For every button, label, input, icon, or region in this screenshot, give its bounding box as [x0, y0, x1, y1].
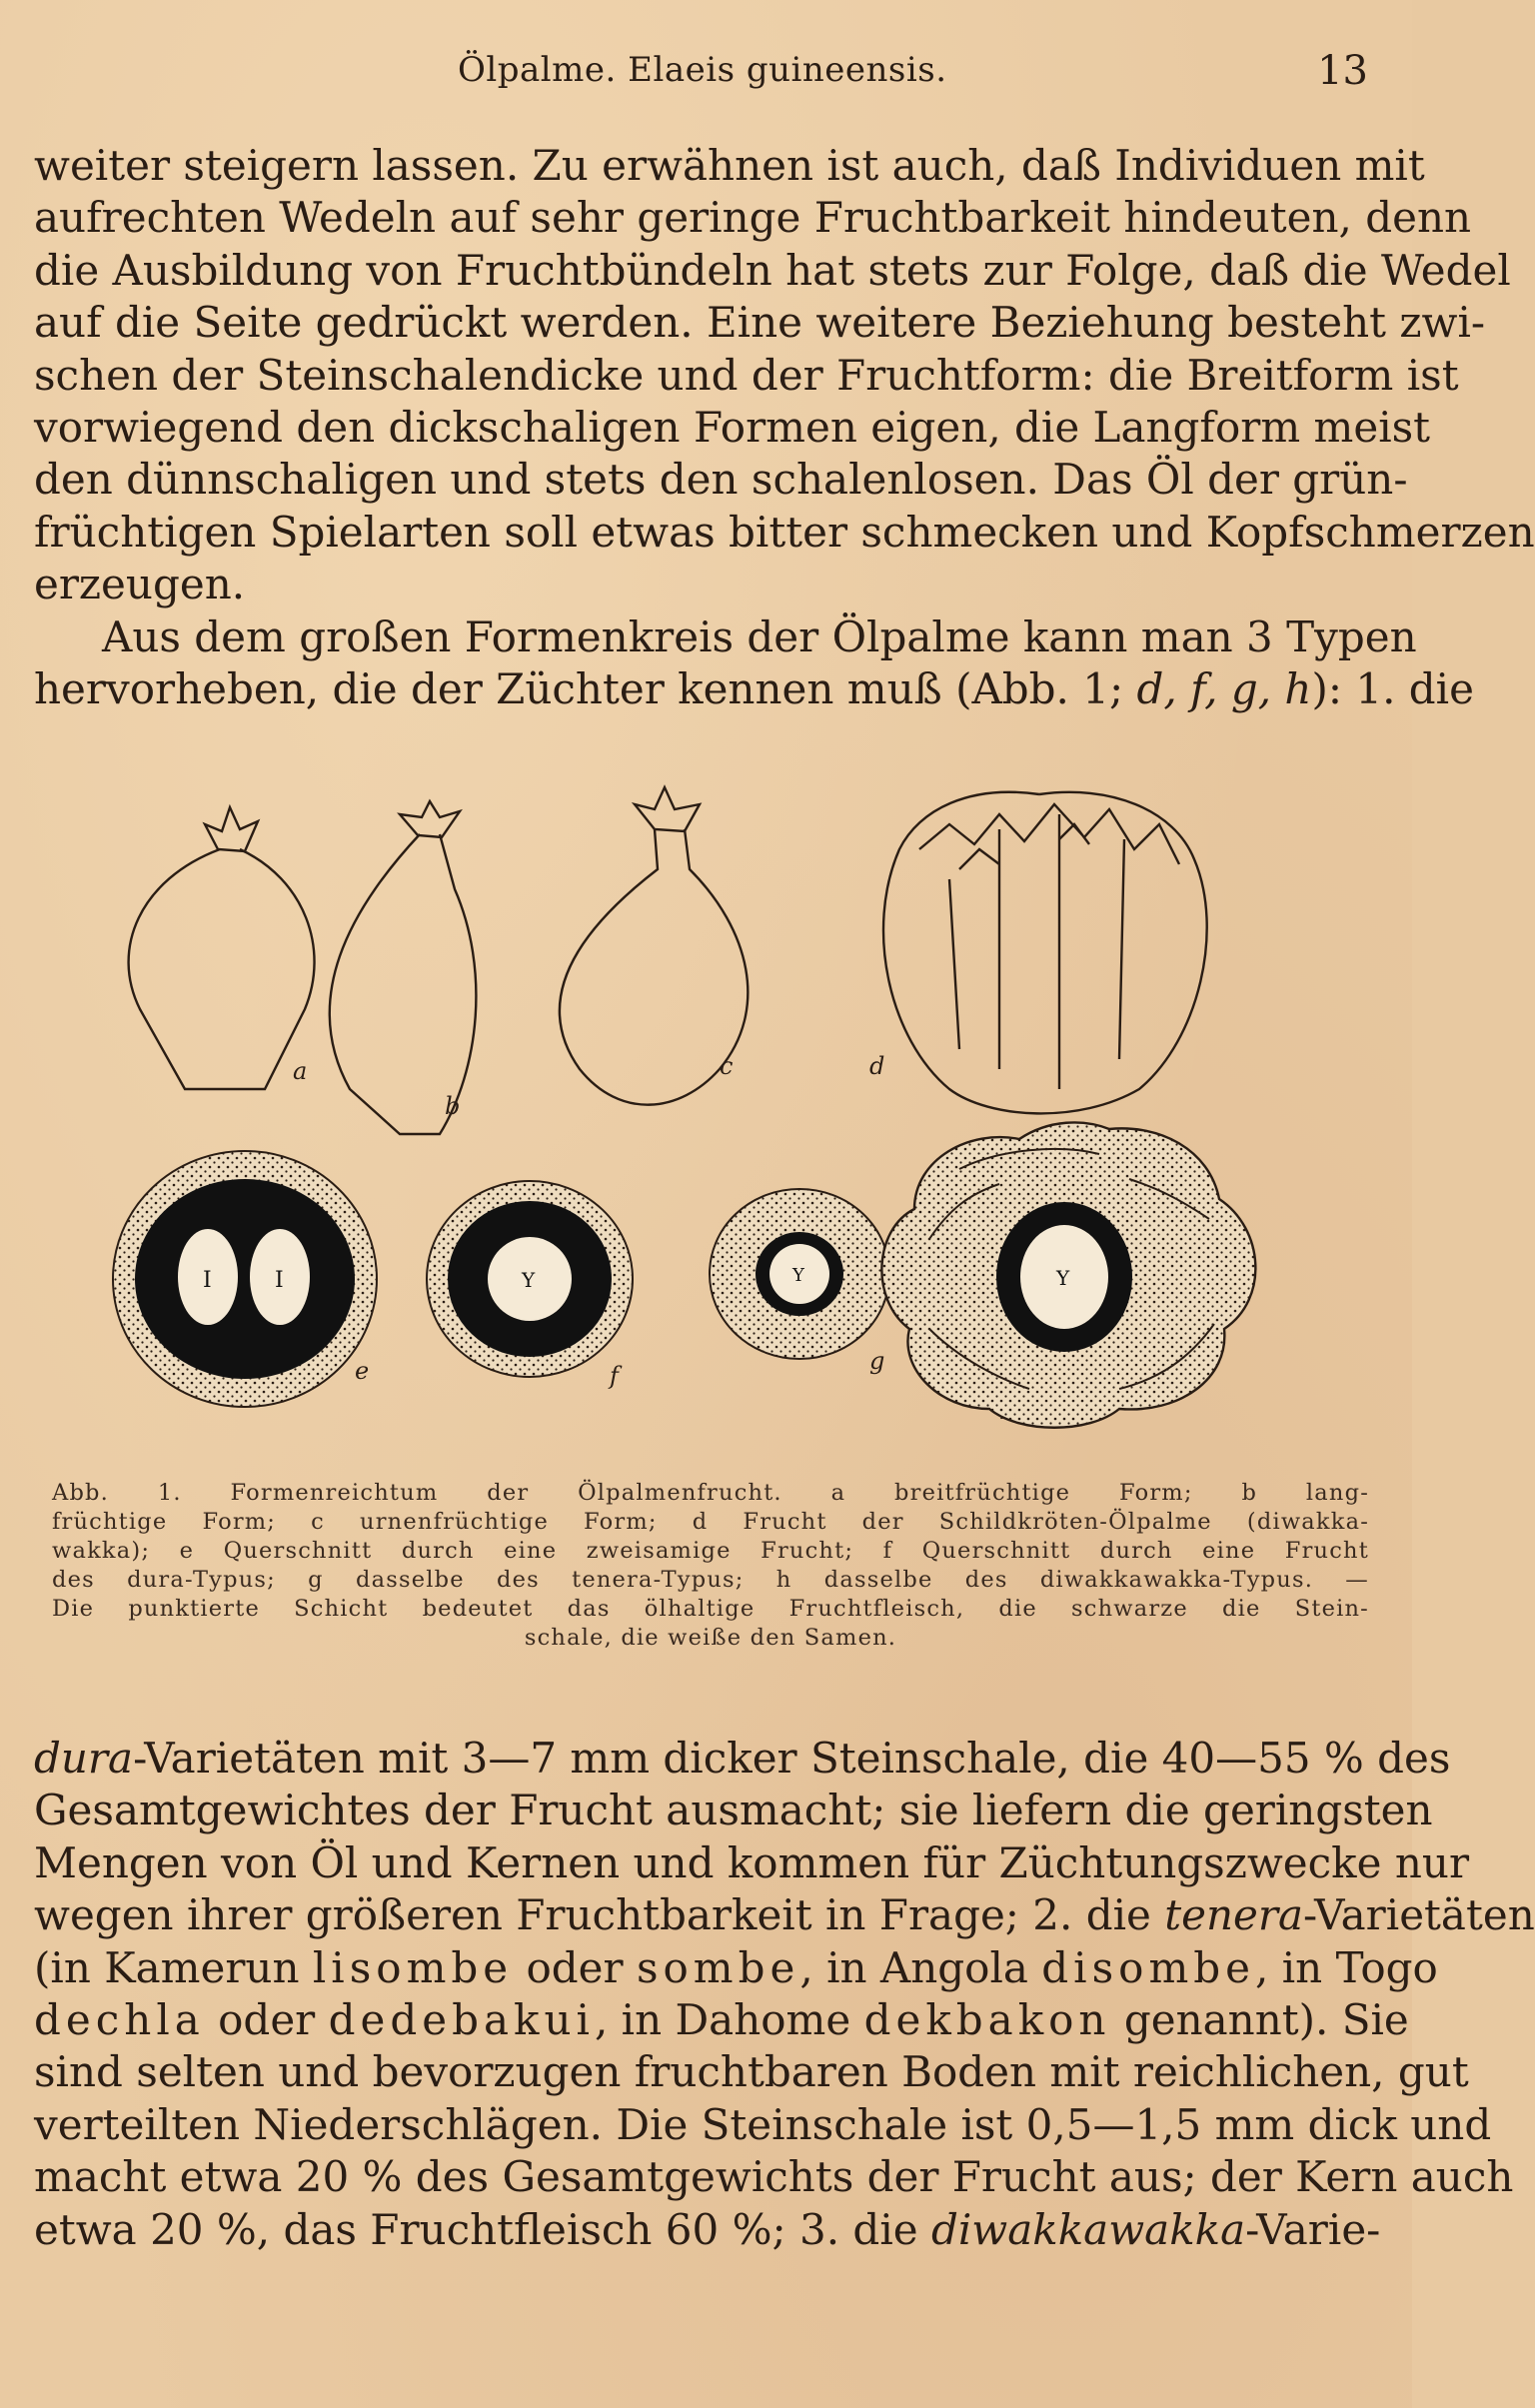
seed-mark-f: Y: [522, 1268, 536, 1292]
text-line: vorwiegend den dickschaligen Formen eigen, die Langform meist: [34, 402, 1431, 452]
fruit-outline-a: [129, 849, 315, 1089]
cross-section-g: [710, 1189, 889, 1359]
text-line: aufrechten Wedeln auf sehr geringe Fruchtbarkeit hindeuten, denn: [34, 193, 1472, 243]
fruit-calyx-b: [400, 801, 460, 837]
fruit-calyx-a: [205, 807, 258, 851]
cross-section-e: [113, 1151, 377, 1407]
text-run: , in Angola: [799, 1942, 1042, 1992]
variety-name-tenera: tenera: [1164, 1890, 1304, 1940]
text-run: , in Dahome: [594, 1994, 864, 2044]
caption-line: schale, die weiße den Samen.: [524, 1625, 897, 1651]
text-line: Aus dem großen Formenkreis der Ölpalme kann man 3 Typen: [102, 611, 1417, 661]
variety-name-dura: dura: [34, 1734, 134, 1783]
fruit-outline-b: [330, 834, 477, 1134]
caption-line: des dura-Typus; g dasselbe des tenera-Typus; h dasselbe des diwakkawakka-Typus. —: [52, 1567, 1369, 1593]
text-line: verteilten Niederschlägen. Die Steinschale ist 0,5—1,5 mm dick und: [34, 2099, 1492, 2149]
seed-mark-g: Y: [792, 1265, 804, 1286]
text-run: -Varietäten: [1303, 1890, 1535, 1940]
text-run: genannt). Sie: [1110, 1994, 1409, 2044]
figure-label-c: c: [720, 1052, 734, 1080]
cross-section-f: [427, 1181, 633, 1377]
text-run: wegen ihrer größeren Fruchtbarkeit in Frage; 2. die: [34, 1890, 1165, 1940]
caption-line: wakka); e Querschnitt durch eine zweisamige Frucht; f Querschnitt durch eine Frucht: [52, 1538, 1369, 1564]
text-run: oder: [513, 1942, 637, 1992]
text-line: [34, 1994, 1409, 2046]
figure-label-b: b: [445, 1092, 461, 1120]
lower-paragraph: [34, 1733, 1535, 2256]
local-name: lisombe: [312, 1942, 514, 1992]
running-head: [0, 50, 1412, 106]
text-line: die Ausbildung von Fruchtbündeln hat stets zur Folge, daß die Wedel: [34, 245, 1511, 295]
caption-line: früchtige Form; c urnenfrüchtige Form; d Frucht der Schildkröten-Ölpalme (diwakka-: [52, 1509, 1369, 1535]
local-name: disombe: [1041, 1942, 1256, 1992]
figure-fruit-forms: [100, 769, 1299, 1449]
figure-caption: [52, 1479, 1369, 1653]
text-line: früchtigen Spielarten soll etwas bitter schmecken und Kopfschmerzen: [34, 507, 1535, 557]
text-run: ): 1. die: [1311, 663, 1474, 713]
fruit-segments-d: [949, 814, 1124, 1089]
running-title: Ölpalme. Elaeis guineensis.: [458, 50, 947, 90]
fruit-lobes-d: [919, 804, 1179, 869]
text-line: weiter steigern lassen. Zu erwähnen ist auch, daß Individuen mit: [34, 141, 1425, 190]
text-line: [34, 1942, 1438, 1994]
text-line: sind selten und bevorzugen fruchtbaren Boden mit reichlichen, gut: [34, 2047, 1469, 2097]
local-name: dekbakon: [863, 1994, 1111, 2044]
caption-line: Die punktierte Schicht bedeutet das ölhaltige Fruchtfleisch, die schwarze die Stein-: [52, 1596, 1369, 1622]
page-number: 13: [1317, 48, 1368, 94]
text-run: etwa 20 %, das Fruchtfleisch 60 %; 3. die: [34, 2204, 931, 2254]
variety-name-diwakkawakka: diwakkawakka: [930, 2204, 1246, 2254]
figure-label-g: g: [869, 1347, 885, 1375]
text-line: schen der Steinschalendicke und der Fruchtform: die Breitform ist: [34, 350, 1459, 400]
seed-mark-e-left: I: [203, 1268, 212, 1293]
text-line: [34, 663, 1474, 715]
figure-label-a: a: [293, 1057, 308, 1085]
fruit-illustration: [100, 769, 1299, 1449]
text-line: [34, 1733, 1451, 1785]
text-run: -Varietäten mit 3—7 mm dicker Steinschale, die 40—55 % des: [133, 1734, 1451, 1783]
text-line: [34, 1889, 1535, 1941]
figure-label-d: d: [869, 1052, 885, 1080]
text-run: , in Togo: [1255, 1942, 1438, 1992]
upper-paragraphs: [34, 140, 1535, 715]
local-name: dedebakui: [328, 1994, 595, 2044]
text-line: auf die Seite gedrückt werden. Eine weitere Beziehung besteht zwi-: [34, 298, 1486, 348]
caption-line: Abb. 1. Formenreichtum der Ölpalmenfrucht. a breitfrüchtige Form; b lang-: [52, 1480, 1369, 1506]
figure-label-e: e: [355, 1357, 370, 1385]
text-run: hervorheben, die der Züchter kennen muß (Abb. 1;: [34, 663, 1137, 713]
figure-reference: d, f, g, h: [1136, 663, 1312, 713]
text-run: (in Kamerun: [34, 1942, 313, 1992]
local-name: sombe: [636, 1942, 800, 1992]
text-line: macht etwa 20 % des Gesamtgewichts der Frucht aus; der Kern auch: [34, 2152, 1514, 2202]
figure-label-f: f: [610, 1362, 619, 1390]
seed-mark-h: Y: [1056, 1266, 1070, 1290]
text-line: Gesamtgewichtes der Frucht ausmacht; sie liefern die geringsten: [34, 1786, 1433, 1835]
text-line: erzeugen.: [34, 560, 246, 609]
text-line: den dünnschaligen und stets den schalenlosen. Das Öl der grün-: [34, 455, 1408, 505]
text-line: [34, 2204, 1381, 2256]
seed-mark-e-right: I: [275, 1268, 284, 1293]
local-name: dechla: [34, 1994, 205, 2044]
text-line: Mengen von Öl und Kernen und kommen für Züchtungszwecke nur: [34, 1837, 1470, 1887]
text-run: -Varie-: [1245, 2204, 1381, 2254]
fruit-calyx-c: [635, 787, 700, 831]
text-run: oder: [204, 1994, 329, 2044]
cross-section-h: [881, 1122, 1255, 1427]
